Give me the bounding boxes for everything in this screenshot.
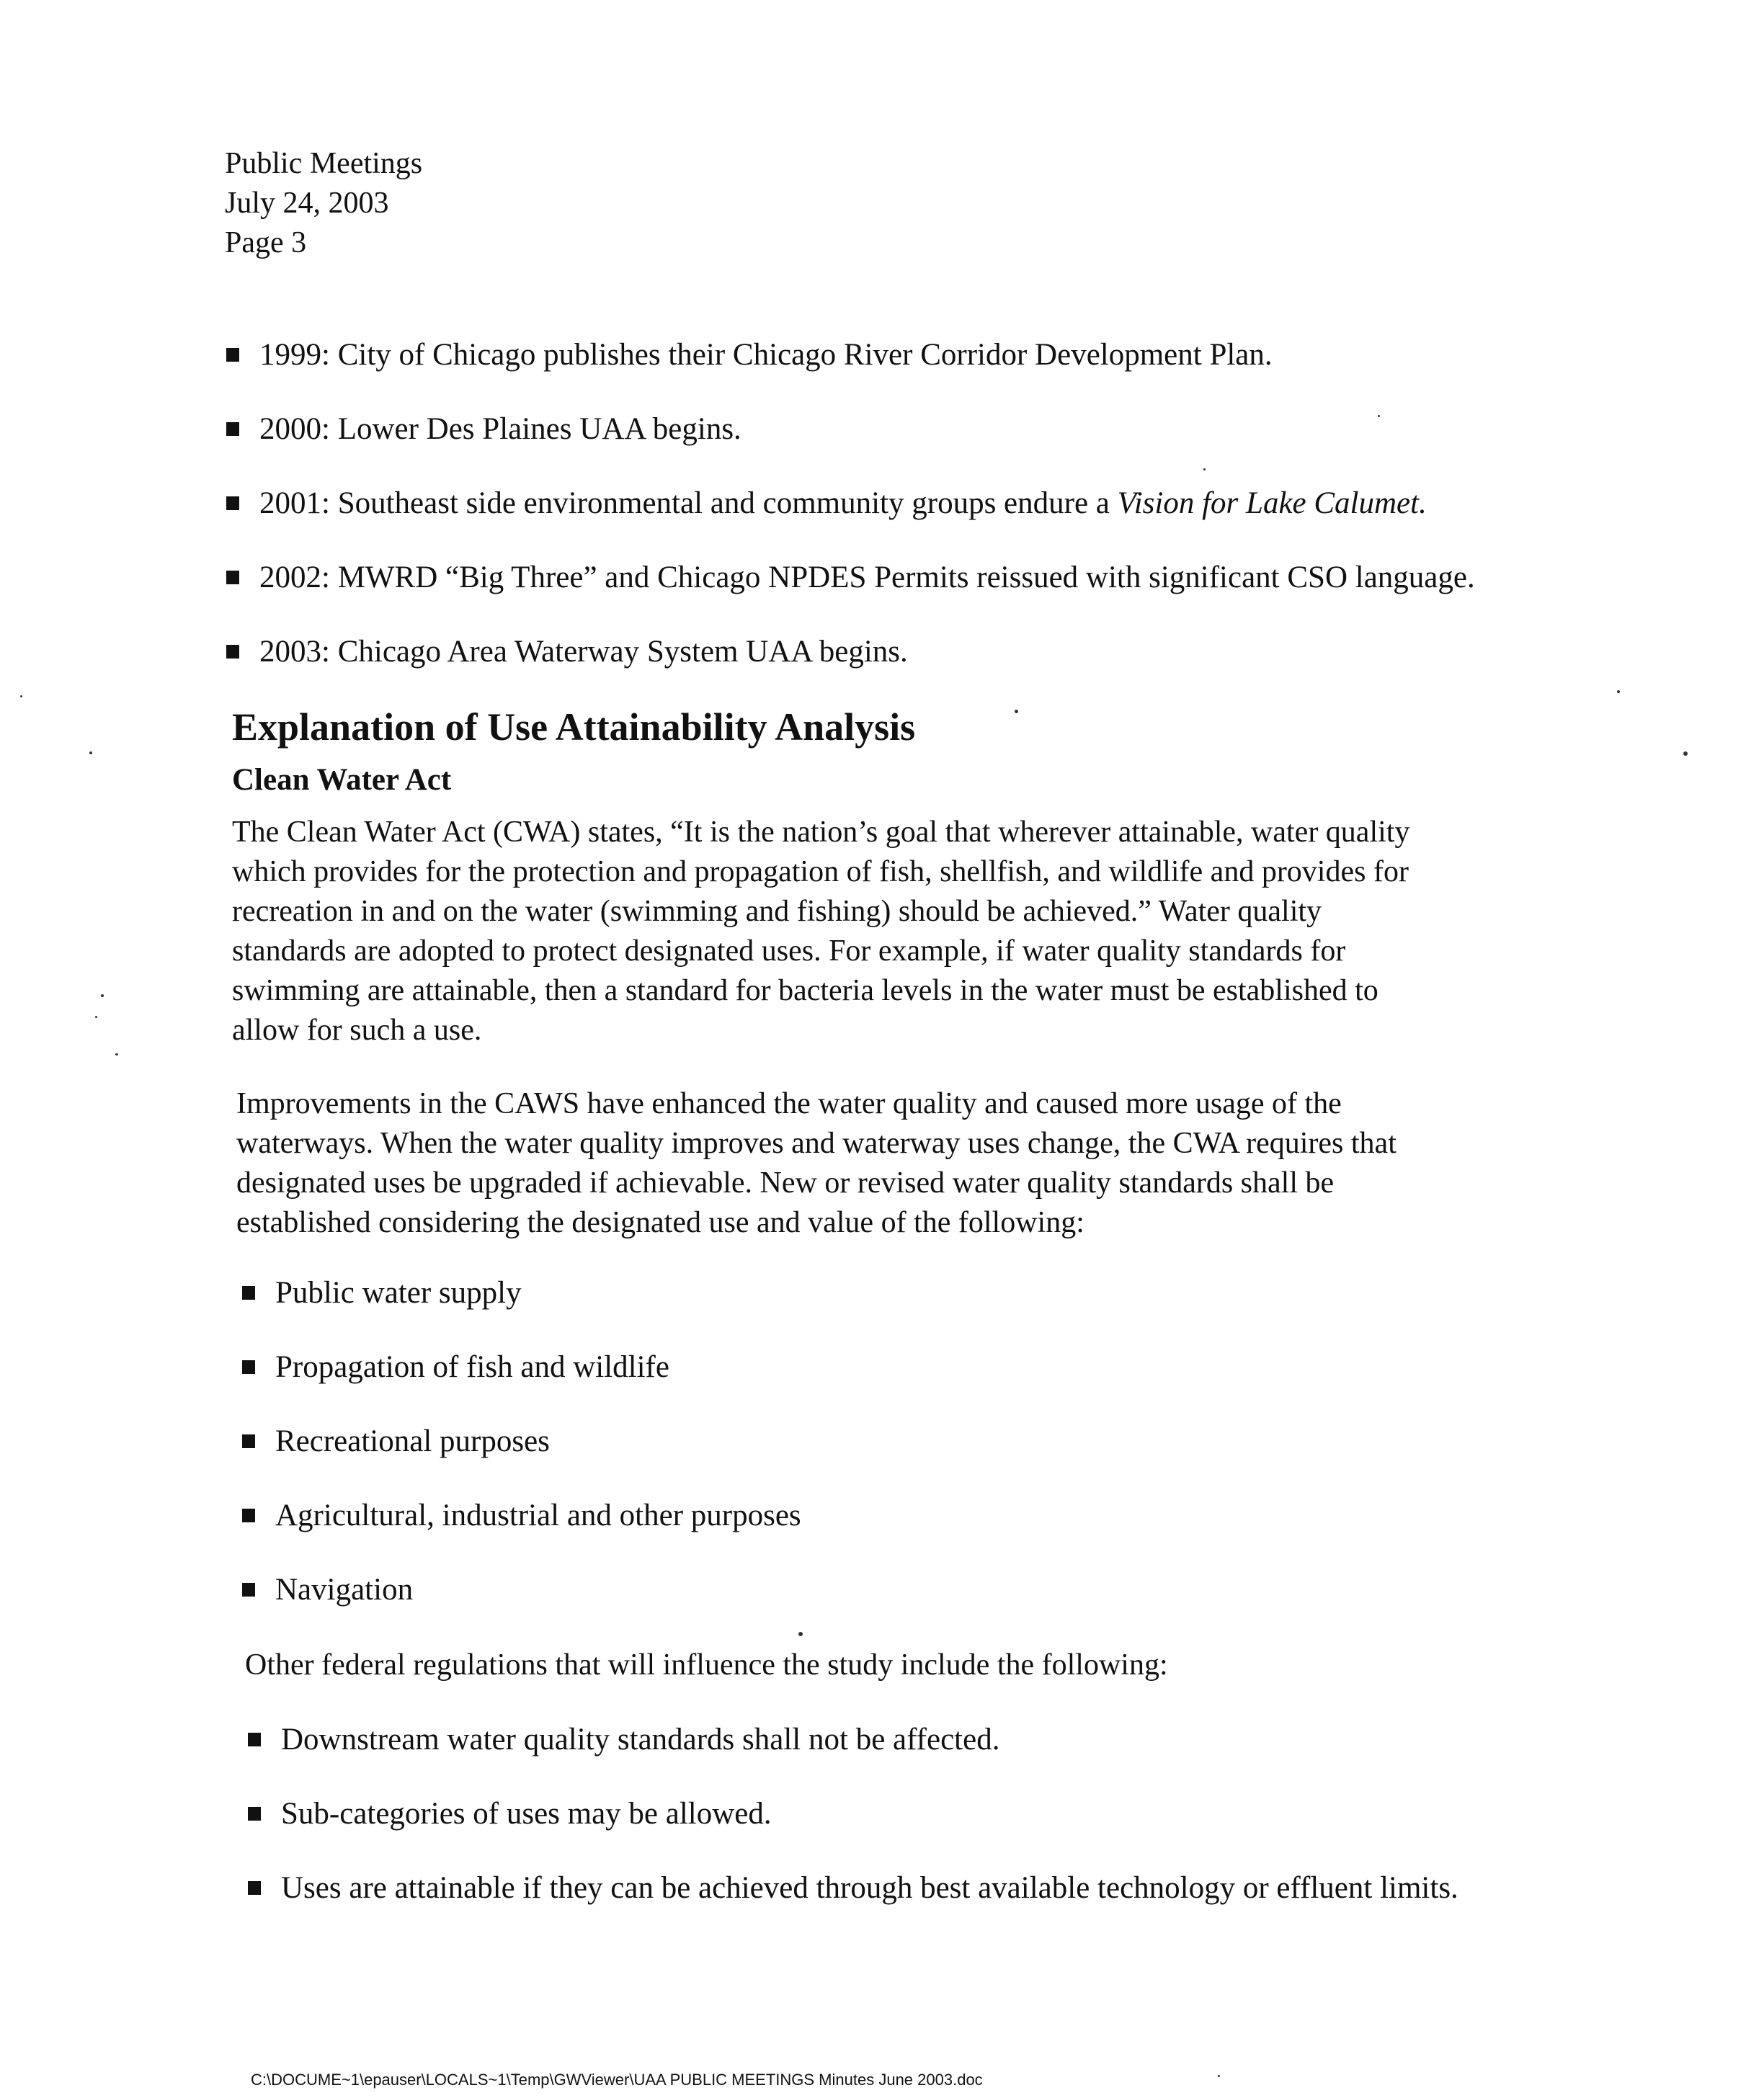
list-item-text: Agricultural, industrial and other purposes [275,1499,801,1532]
list-item [248,1870,1458,1945]
paragraph-line: Improvements in the CAWS have enhanced the water quality and caused more usage of the [236,1087,1342,1120]
header-date: July 24, 2003 [225,187,389,220]
header-title: Public Meetings [225,147,423,180]
paragraph-line: waterways. When the water quality improves and waterway uses change, the CWA requires that [236,1127,1396,1160]
paragraph-federal-regulations: Other federal regulations that will influence the study include the following: [245,1648,1168,1682]
timeline-item-text: 1999: City of Chicago publishes their Chicago River Corridor Development Plan. [259,338,1273,372]
timeline-item [226,337,1475,411]
square-bullet-icon [242,1286,255,1299]
paragraph-line: The Clean Water Act (CWA) states, “It is the nation’s goal that wherever attainable, water quality [232,816,1410,849]
paragraph-line: swimming are attainable, then a standard for bacteria levels in the water must be established to [232,974,1378,1007]
scan-speck [115,1053,118,1055]
scan-speck [1218,2075,1220,2077]
square-bullet-icon [248,1733,261,1746]
timeline-item [226,486,1475,560]
page-header [225,144,422,263]
paragraph-line: which provides for the protection and propagation of fish, shellfish, and wildlife and provides for [232,855,1409,888]
square-bullet-icon [242,1434,255,1447]
timeline-item-text: 2003: Chicago Area Waterway System UAA begins. [259,635,908,669]
timeline-item-text: 2002: MWRD “Big Three” and Chicago NPDES Permits reissued with significant CSO language. [259,561,1475,594]
list-item-text: Public water supply [275,1276,522,1310]
paragraph-line: established considering the designated use and value of the following: [236,1206,1084,1239]
list-item-text: Navigation [275,1573,414,1607]
section-subheading: Clean Water Act [232,763,452,797]
timeline-item-text-regular: 2001: Southeast side environmental and community groups endure a [259,486,1118,520]
timeline-item-text [259,486,1427,521]
scan-speck [20,695,22,697]
scan-speck [89,751,92,754]
paragraph-line: allow for such a use. [232,1014,482,1047]
scan-speck [101,994,104,997]
regulations-list [248,1722,1458,1945]
paragraph-improvements [236,1084,1591,1243]
list-item-text: Recreational purposes [275,1424,550,1458]
list-item [242,1498,801,1572]
paragraph-line: recreation in and on the water (swimming and fishing) should be achieved.” Water quality [232,895,1322,928]
scan-speck [1378,415,1380,417]
list-item [242,1572,801,1646]
square-bullet-icon [248,1807,261,1820]
list-item [248,1796,1458,1870]
timeline-item-text-italic: Vision for Lake Calumet. [1117,486,1427,520]
list-item-text: Sub-categories of uses may be allowed. [281,1797,772,1831]
square-bullet-icon [226,571,239,584]
paragraph-line: designated uses be upgraded if achievable. New or revised water quality standards shall be [236,1166,1335,1200]
list-item-text: Downstream water quality standards shall not be affected. [281,1723,1000,1756]
timeline-item-text: 2000: Lower Des Plaines UAA begins. [259,412,741,446]
paragraph-cwa [232,813,1587,1050]
timeline-item [226,411,1475,486]
square-bullet-icon [226,645,239,658]
square-bullet-icon [226,496,239,509]
list-item [242,1349,801,1424]
square-bullet-icon [242,1360,255,1373]
list-item [242,1275,801,1349]
scan-speck [1617,690,1620,693]
footer-file-path: C:\DOCUME~1\epauser\LOCALS~1\Temp\GWViewer\UAA PUBLIC MEETINGS Minutes June 2003.doc [251,2071,983,2089]
header-page-number: Page 3 [225,226,307,259]
square-bullet-icon [226,422,239,435]
list-item [242,1424,801,1498]
list-item [248,1722,1458,1796]
square-bullet-icon [242,1583,255,1596]
square-bullet-icon [226,348,239,361]
square-bullet-icon [248,1881,261,1894]
section-heading: Explanation of Use Attainability Analysis [232,705,916,749]
timeline-item [226,634,1475,708]
designated-uses-list [242,1275,801,1646]
timeline-list [226,337,1475,708]
timeline-item [226,560,1475,634]
list-item-text: Uses are attainable if they can be achieved through best available technology or effluent limits. [281,1871,1458,1905]
scan-speck [1015,710,1018,713]
scan-speck [798,1632,803,1636]
list-item-text: Propagation of fish and wildlife [275,1350,669,1384]
scan-speck [95,1016,97,1018]
scan-speck [1683,751,1688,756]
paragraph-line: standards are adopted to protect designated uses. For example, if water quality standards for [232,934,1346,968]
square-bullet-icon [242,1509,255,1522]
scan-speck [1203,468,1206,470]
